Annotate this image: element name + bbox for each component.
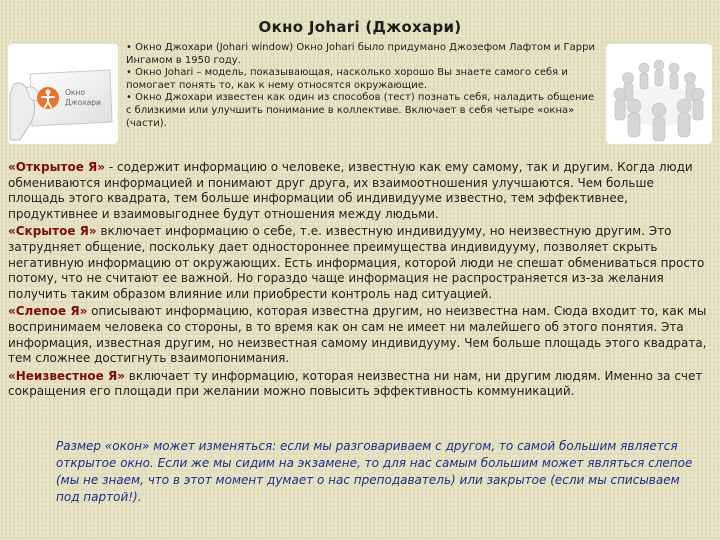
paragraph-unknown-self [8, 369, 714, 400]
card-text-line1: Окно [65, 88, 85, 97]
intro-bullet-3: • Окно Джохари известен как один из способов (тест) познать себя, наладить общение с близкими или улучшить понимание в коллективе. Включает в себя четыре «окна» (части). [126, 92, 595, 129]
slide-title: Окно Johari (Джохари) [258, 18, 462, 36]
paragraph-hidden-self-text: включает информацию о себе, т.е. известную индивидууму, но неизвестную другим. Это затрудняет общение, поскольку дает одностороннее преимущества индивидууму, позволяет скрыть негативную информацию от окружающих. Есть информация, которой люди не спешат обмениваться просто потому, что не считают ее важной. Но гораздо чаще информация не распространяется из-за желания получить таким образом влияние или приобрести контроль над ситуацией. [8, 224, 705, 301]
window-size-note: Размер «окон» может изменяться: если мы разговариваем с другом, то самой большим является открытое окно. Если же мы сидим на экзамене, то для нас самым большим может являться слепое (мы не знаем, что в этот момент думает о нас преподаватель) или закрытое (если мы списываем под партой!). [56, 439, 693, 504]
paragraph-hidden-self [8, 224, 714, 302]
people-circle-image [606, 44, 712, 144]
term-blind-self: «Слепое Я» [8, 304, 88, 319]
paragraph-open-self-text: - содержит информацию о человеке, известную как ему самому, так и другим. Когда люди обмениваются информацией и понимают друг друга, их взаимоотношения улучшаются. Чем больше площадь этого квадрата, тем больше информации об индивидууме известно, тем эффективнее, продуктивнее и взаимовыгоднее будут отношения между людьми. [8, 160, 693, 221]
intro-text [126, 42, 600, 130]
hand-holding-card-icon [8, 44, 118, 144]
intro-bullet-1: • Окно Джохари (Johari window) Окно Johari было придумано Джозефом Лафтом и Гарри Ингамом в 1950 году. [126, 42, 595, 66]
paragraph-blind-self [8, 304, 714, 366]
paragraph-blind-self-text: описывают информацию, которая известна другим, но неизвестна нам. Сюда входит то, как мы воспринимаем человека со стороны, в то время как он сам не имеет ни малейшего об этого понятия. Эта информация, известная другим, но неизвестная самому индивидууму. Чем больше площадь этого квадрата, тем сложнее достигнуть взаимопонимания. [8, 304, 707, 366]
term-unknown-self: «Неизвестное Я» [8, 368, 125, 383]
card-text-line2: Джохари [65, 98, 101, 107]
intro-section [8, 42, 712, 152]
paragraph-unknown-self-text: включает ту информацию, которая неизвестна ни нам, ни другим людям. Именно за счет сокращения его площади при желании можно повысить эффективность коммуникаций. [8, 368, 703, 399]
paragraph-open-self [8, 160, 714, 222]
intro-bullet-2: • Окно Johari – модель, показывающая, насколько хорошо Вы знаете самого себя и помогает понять то, как к нему относятся окружающие. [126, 67, 568, 91]
term-open-self: «Открытое Я» [8, 160, 106, 174]
main-text [8, 160, 714, 402]
people-circle-icon [606, 44, 712, 144]
term-hidden-self: «Скрытое Я» [8, 224, 97, 239]
johari-card-image [8, 44, 118, 144]
